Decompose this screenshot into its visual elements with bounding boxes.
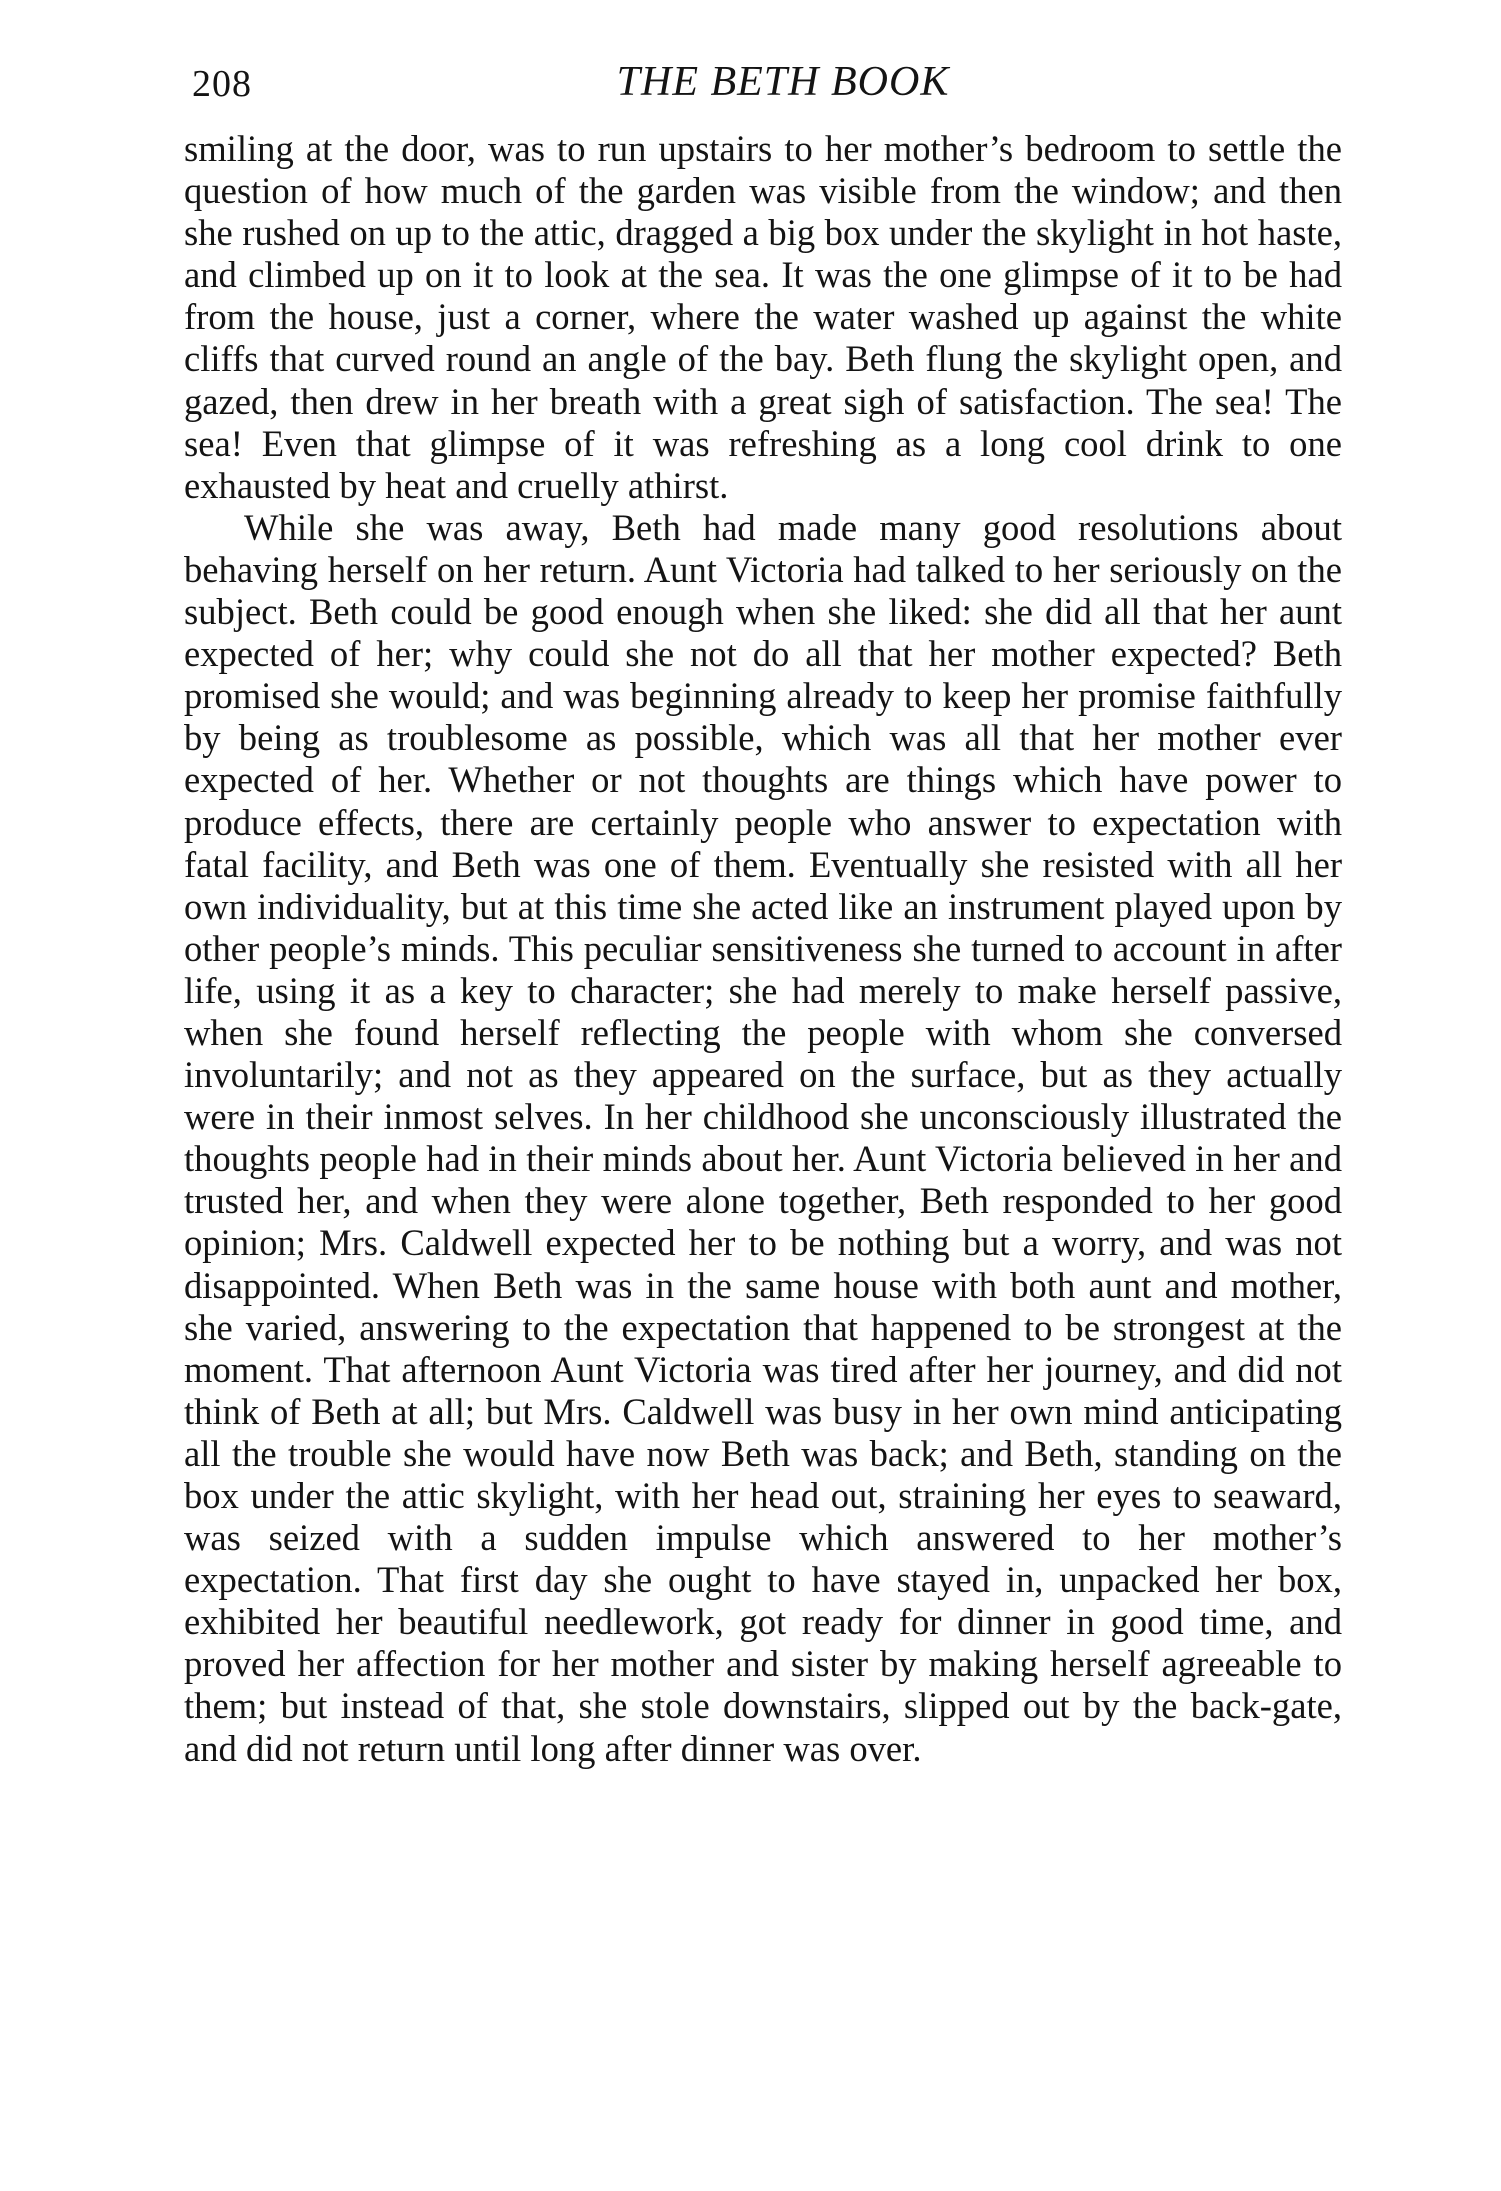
- running-head: [184, 58, 1342, 128]
- book-title: THE BETH BOOK: [616, 59, 950, 105]
- paragraph: While she was away, Beth had made many good resolutions about behaving herself on her return. Aunt Victoria had talked to her seriously on the subject. Beth could be good enough when she liked: she did all that her aunt expected of her; why could she not do all that her mother expected? Beth promised she would; and was beginning already to keep her promise faithfully by being as troublesome as possible, which was all that her mother ever expected of her. Whether or not thoughts are things which have power to produce effects, there are certainly people who answer to expectation with fatal facility, and Beth was one of them. Eventually she resisted with all her own individuality, but at this time she acted like an instrument played upon by other people’s minds. This peculiar sensitiveness she turned to account in after life, using it as a key to character; she had merely to make herself passive, when she found herself reflecting the people with whom she conversed involuntarily; and not as they appeared on the surface, but as they actually were in their inmost selves. In her childhood she unconsciously illustrated the thoughts people had in their minds about her. Aunt Victoria believed in her and trusted her, and when they were alone together, Beth responded to her good opinion; Mrs. Caldwell expected her to be nothing but a worry, and was not disappointed. When Beth was in the same house with both aunt and mother, she varied, answering to the expectation that happened to be strongest at the moment. That afternoon Aunt Victoria was tired after her journey, and did not think of Beth at all; but Mrs. Caldwell was busy in her own mind anticipating all the trouble she would have now Beth was back; and Beth, standing on the box under the attic skylight, with her head out, straining her eyes to seaward, was seized with a sudden impulse which answered to her mother’s expectation. That first day she ought to have stayed in, unpacked her box, exhibited her beautiful needlework, got ready for dinner in good time, and proved her affection for her mother and sister by making herself agreeable to them; but instead of that, she stole downstairs, slipped out by the back-gate, and did not return until long after dinner was over.: [184, 506, 1342, 1769]
- book-page: [184, 58, 1342, 2168]
- page-body: [184, 128, 1342, 1770]
- page-number: 208: [192, 63, 252, 105]
- paragraph: smiling at the door, was to run upstairs to her mother’s bedroom to settle the question of how much of the garden was visible from the window; and then she rushed on up to the attic, dragged a big box under the skylight in hot haste, and climbed up on it to look at the sea. It was the one glimpse of it to be had from the house, just a corner, where the water washed up against the white cliffs that curved round an angle of the bay. Beth flung the skylight open, and gazed, then drew in her breath with a great sigh of satisfaction. The sea! The sea! Even that glimpse of it was refreshing as a long cool drink to one exhausted by heat and cruelly athirst.: [184, 128, 1342, 506]
